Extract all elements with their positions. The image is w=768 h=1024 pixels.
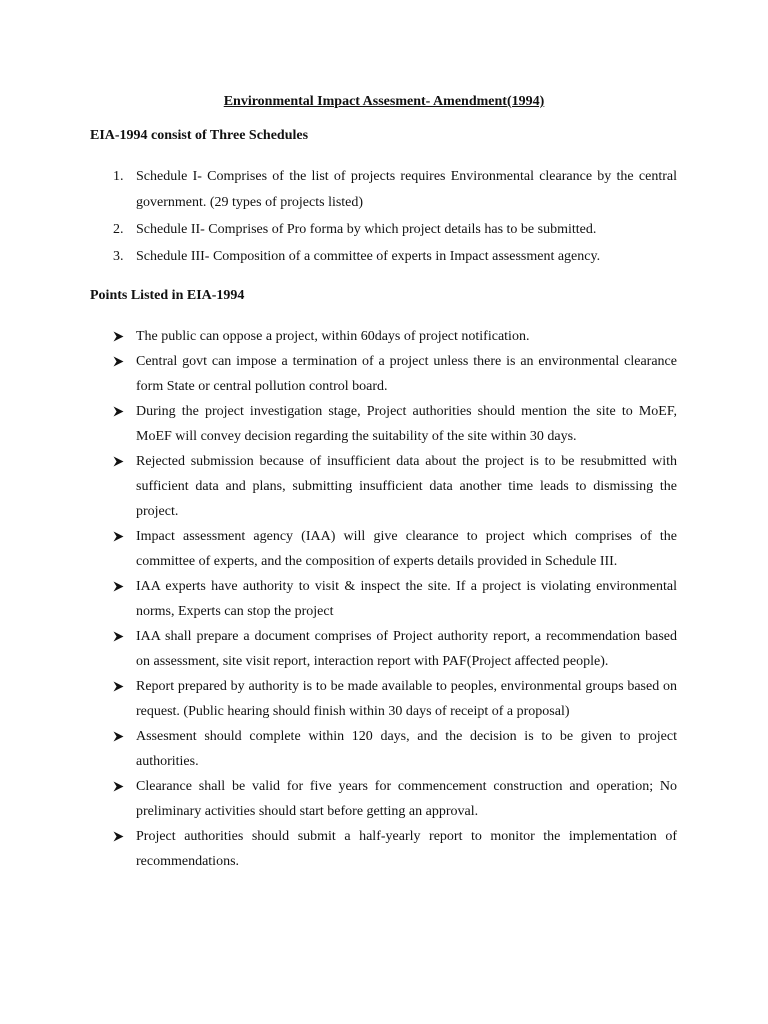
point-item [0,349,677,399]
point-text: During the project investigation stage, Project authorities should mention the site to MoEF, MoEF will convey decision regarding the suitability of the site within 30 days. [136,404,677,444]
point-item [0,724,677,774]
arrowhead-bullet-icon [113,349,127,374]
arrowhead-bullet-icon [113,624,127,649]
schedule-item [0,217,677,243]
point-item [0,574,677,624]
point-item [0,774,677,824]
arrowhead-bullet-icon [113,774,127,799]
point-text: Project authorities should submit a half-yearly report to monitor the implementation of recommendations. [136,829,677,869]
arrowhead-bullet-icon [113,574,127,599]
arrowhead-bullet-icon [113,449,127,474]
point-text: Clearance shall be valid for five years for commencement construction and operation; No preliminary activities should start before getting an approval. [136,779,677,819]
point-text: IAA shall prepare a document comprises of Project authority report, a recommendation based on assessment, site visit report, interaction report with PAF(Project affected people). [136,629,677,669]
point-text: Assesment should complete within 120 days, and the decision is to be given to project authorities. [136,729,677,769]
point-text: Rejected submission because of insufficient data about the project is to be resubmitted with sufficient data and plans, submitting insufficient data another time leads to dismissing the project. [136,454,677,519]
arrowhead-bullet-icon [113,824,127,849]
schedule-text: Schedule II- Comprises of Pro forma by which project details has to be submitted. [136,221,597,237]
point-text: The public can oppose a project, within 60days of project notification. [136,329,530,344]
schedule-list [0,164,768,271]
point-item [0,449,677,524]
point-text: IAA experts have authority to visit & inspect the site. If a project is violating environmental norms, Experts can stop the project [136,579,677,619]
point-item [0,824,677,874]
arrowhead-bullet-icon [113,399,127,424]
arrowhead-bullet-icon [113,724,127,749]
arrowhead-bullet-icon [113,324,127,349]
schedule-number: 2. [113,221,124,237]
point-text: Impact assessment agency (IAA) will give clearance to project which comprises of the committee of experts, and the composition of experts details provided in Schedule III. [136,529,677,569]
point-item [0,524,677,574]
schedule-item [0,164,677,215]
arrowhead-bullet-icon [113,674,127,699]
point-item [0,399,677,449]
schedule-number: 3. [113,248,124,264]
schedule-item [0,244,677,270]
section-heading-points: Points Listed in EIA-1994 [90,288,245,303]
section-heading-schedules: EIA-1994 consist of Three Schedules [90,128,309,143]
point-item [0,624,677,674]
point-item [0,324,677,349]
schedule-number: 1. [113,169,124,184]
point-text: Report prepared by authority is to be made available to peoples, environmental groups based on request. (Public hearing should finish within 30 days of receipt of a proposal) [136,679,677,719]
document-title: Environmental Impact Assesment- Amendment(1994) [223,94,545,109]
point-item [0,674,677,724]
points-list [0,324,768,874]
schedule-text: Schedule III- Composition of a committee of experts in Impact assessment agency. [136,248,601,264]
arrowhead-bullet-icon [113,524,127,549]
point-text: Central govt can impose a termination of a project unless there is an environmental clearance form State or central pollution control board. [136,354,677,394]
schedule-text: Schedule I- Comprises of the list of projects requires Environmental clearance by the central government. (29 types of projects listed) [136,169,677,210]
